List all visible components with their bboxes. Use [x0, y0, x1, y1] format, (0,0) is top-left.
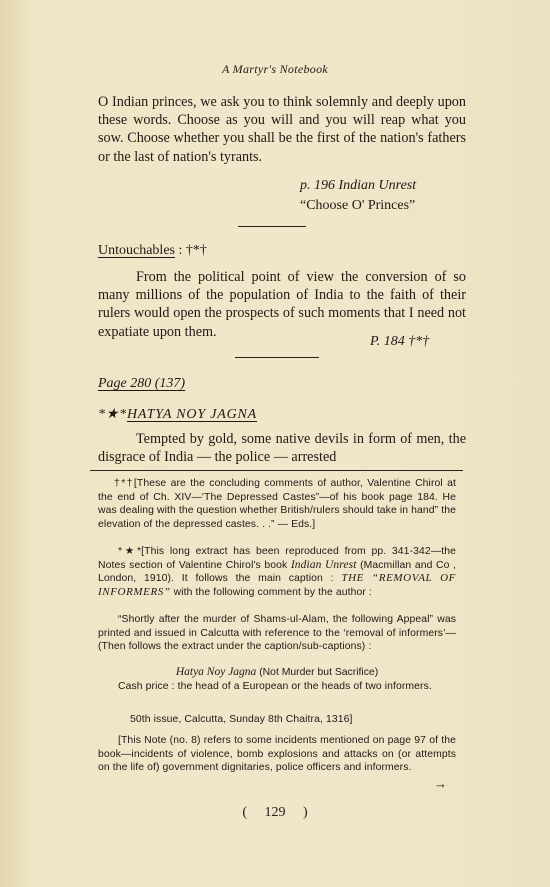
section-divider-1	[238, 226, 306, 227]
page-reference-text: Page 280 (137)	[98, 376, 186, 391]
footnote-long-extract-a: *★*[This long extract has been reproduced from pp. 341-342—the Notes section of Valentine Chirol's book	[98, 546, 456, 571]
untouchables-paragraph: From the political point of view the conversion of so many millions of the population of India to the faith of their rulers would open the prospects of such moments that I need not expatiate upon them.	[98, 269, 466, 340]
citation-choose-princes: “Choose O' Princes”	[300, 198, 416, 213]
footnote-rule	[90, 470, 463, 471]
footnote-main-caption: THE “REMOVAL OF INFORMERS”	[98, 572, 456, 598]
citation-page-196	[300, 176, 416, 195]
footnote-issue-date: 50th issue, Calcutta, Sunday 8th Chaitra, 1316]	[130, 714, 353, 725]
hatya-title-marker: *★*	[98, 407, 127, 422]
footnote-chirol-comments: †*†[These are the concluding comments of author, Valentine Chirol at the end of Ch. XIV—'The Depressed Castes”—of his book page 184. He was dealing with the question whether British/rulers should take in hand” the elevation of the depressed castes. . .” — Eds.]	[98, 478, 456, 530]
page-number: ( 129 )	[242, 805, 308, 820]
footnote-hatya-caption	[98, 666, 456, 680]
footnote-cash-price: Cash price : the head of a European or the heads of two informers.	[118, 681, 432, 692]
footnote-note-eight: [This Note (no. 8) refers to some incidents mentioned on page 97 of the book—incidents of violence, bomb explosions and attacks on (or attempts on the life of) government dignitaries, police officers and informers.	[98, 735, 456, 773]
princes-paragraph-block	[98, 93, 466, 166]
untouchables-heading-mark: : †*†	[174, 243, 207, 258]
hatya-title-text: HATYA NOY JAGNA	[126, 407, 257, 422]
hatya-paragraph-block	[98, 430, 466, 466]
hatya-noy-jagna-title	[98, 406, 257, 423]
hatya-paragraph: Tempted by gold, some native devils in form of men, the disgrace of India — the police — arrested	[98, 431, 466, 466]
citation-page-196-text: p. 196 Indian Unrest	[300, 178, 417, 193]
footnote-book-title: Indian Unrest	[290, 558, 357, 571]
citation-page-184: P. 184 †*†	[370, 334, 430, 349]
footnote-long-extract-b: (Macmillan and Co , London, 1910). It follows the main caption :	[98, 559, 457, 584]
untouchables-heading	[98, 243, 207, 259]
continue-arrow-icon: →	[434, 776, 447, 791]
princes-paragraph: O Indian princes, we ask you to think solemnly and deeply upon these words. Choose as you will and you will reap what you sow. Choose whether you shall be the first of the nation's fathers or the last of nation's tyrants.	[98, 94, 466, 165]
footnote-hatya-italic: Hatya Noy Jagna	[175, 666, 257, 678]
untouchables-heading-text: Untouchables	[98, 243, 175, 258]
page-reference-heading	[98, 376, 185, 392]
footnote-shams-ul-alam: “Shortly after the murder of Shams-ul-Alam, the following Appeal” was printed and issued in Calcutta with reference to the ‘removal of informers’—(Then follows the extract under the caption/sub-captions) :	[98, 614, 456, 652]
section-divider-2	[235, 357, 319, 358]
footnote-long-extract	[98, 545, 456, 599]
footnote-hatya-translation: (Not Murder but Sacrifice)	[259, 667, 379, 678]
running-head: A Martyr's Notebook	[221, 62, 329, 76]
untouchables-paragraph-block	[98, 268, 466, 341]
footnote-long-extract-c: with the following comment by the author :	[173, 586, 372, 598]
